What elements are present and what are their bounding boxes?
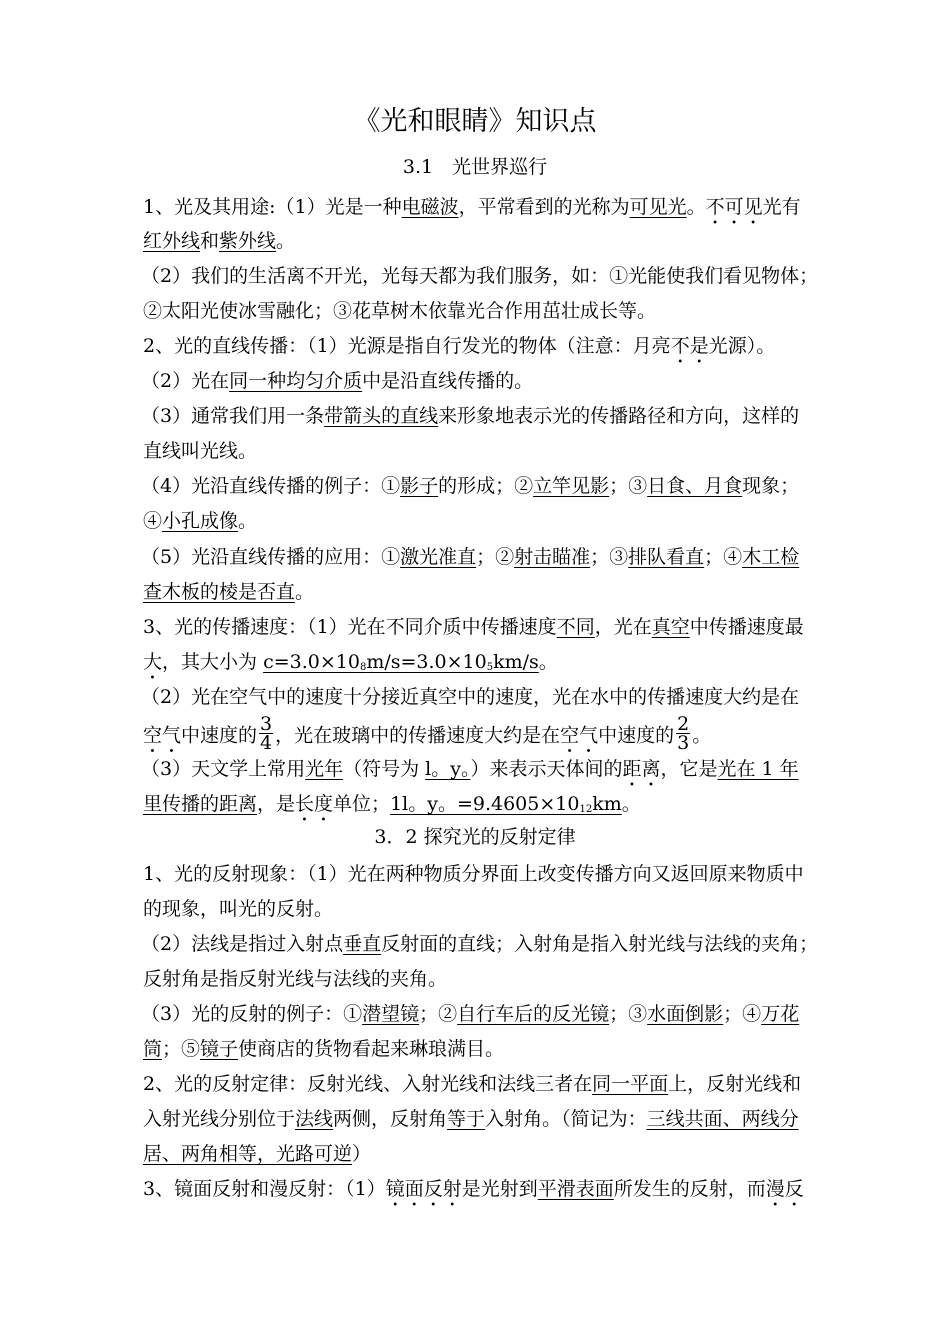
text-line: 1、光及其用途:（1）光是一种电磁波，平常看到的光称为可见光。不可见光有	[143, 196, 801, 218]
text-line: 居、两角相等，光路可逆）	[143, 1143, 372, 1165]
text-line: ②太阳光使冰雪融化；③花草树木依靠光合作用茁壮成长等。	[143, 300, 657, 322]
text-line: 查木板的棱是否直。	[143, 581, 315, 603]
text-line: ④小孔成像。	[143, 510, 258, 532]
text-line: （2）我们的生活离不开光，光每天都为我们服务，如：①光能使我们看见物体；	[141, 265, 819, 287]
text-line: 直线叫光线。	[143, 440, 258, 462]
page-title: 《光和眼睛》知识点	[353, 106, 597, 137]
text-line: （5）光沿直线传播的应用：①激光准直；②射击瞄准；③排队看直；④木工检	[141, 546, 800, 568]
text-line: 1、光的反射现象：（1）光在两种物质分界面上改变传播方向又返回原来物质中	[143, 863, 804, 885]
text-line: 3、镜面反射和漫反射：（1）镜面反射是光射到平滑表面所发生的反射，而漫反	[143, 1178, 804, 1200]
text-line: （3）天文学上常用光年（符号为 l。y。）来表示天体间的距离，它是光在 1 年	[141, 758, 799, 780]
section-heading-3-1: 3.1 光世界巡行	[402, 156, 548, 178]
text-line: （4）光沿直线传播的例子：①影子的形成；②立竿见影；③日食、月食现象；	[141, 475, 800, 497]
text-line: （2）光在同一种均匀介质中是沿直线传播的。	[141, 370, 534, 392]
section-heading-3-2: 3．2 探究光的反射定律	[374, 826, 576, 848]
text-line: 入射光线分别位于法线两侧，反射角等于入射角。（简记为：三线共面、两线分	[143, 1108, 799, 1130]
text-line: 2、光的反射定律：反射光线、入射光线和法线三者在同一平面上，反射光线和	[143, 1073, 802, 1095]
text-line: 2、光的直线传播：（1）光源是指自行发光的物体（注意：月亮不是光源）。	[143, 335, 776, 357]
text-line: 筒；⑤镜子使商店的货物看起来琳琅满目。	[143, 1038, 505, 1060]
text-line: 的现象，叫光的反射。	[143, 898, 334, 920]
text-line: 里传播的距离，是长度单位；1l。y。$=9.4605\times 10_{12}km$。	[143, 793, 641, 815]
text-line: 红外线和紫外线。	[143, 230, 296, 252]
fraction: $\frac{3}{4}$	[260, 713, 273, 754]
text-line: （3）通常我们用一条带箭头的直线来形象地表示光的传播路径和方向，这样的	[141, 405, 800, 427]
text-line: （3）光的反射的例子：①潜望镜；②自行车后的反光镜；③水面倒影；④万花	[141, 1003, 800, 1025]
text-line: 大，其大小为 $c=3.0\times 10_8m/s=3.0\times 10_5km/s$。	[143, 651, 558, 673]
text-line: （2）法线是指过入射点垂直反射面的直线；入射角是指入射光线与法线的夹角；	[141, 933, 819, 955]
text-line: 反射角是指反射光线与法线的夹角。	[143, 968, 448, 990]
text-line: 空气中速度的 $\frac{3}{4}$ ，光在玻璃中的传播速度大约是在空气中速度的 $\frac{2}{3}$ 。	[143, 713, 712, 754]
fraction: $\frac{2}{3}$	[677, 713, 690, 754]
text-line: （2）光在空气中的速度十分接近真空中的速度，光在水中的传播速度大约是在	[141, 686, 800, 708]
text-line: 3、光的传播速度：（1）光在不同介质中传播速度不同，光在真空中传播速度最	[143, 616, 804, 638]
